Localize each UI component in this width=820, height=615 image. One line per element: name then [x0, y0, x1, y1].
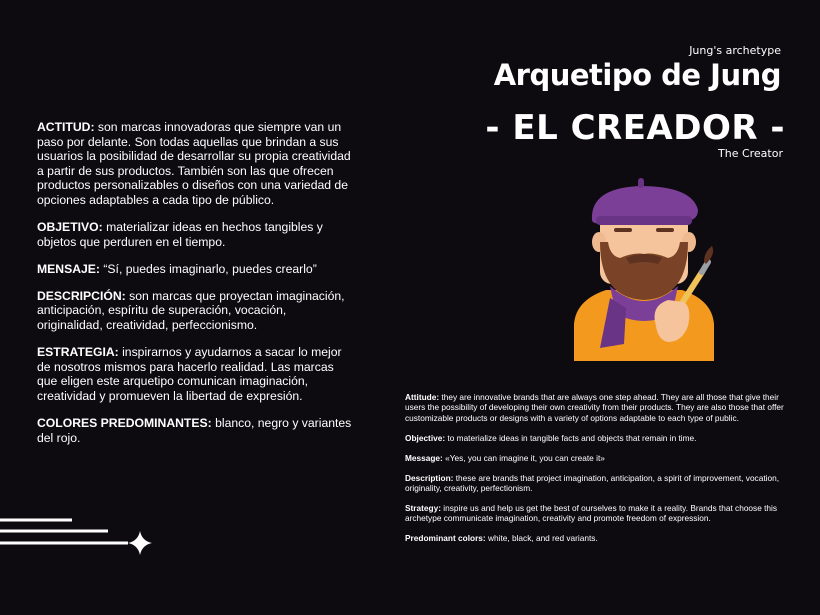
- strategy-paragraph: [405, 503, 785, 524]
- objetivo-paragraph: [37, 220, 355, 249]
- strategy-text: inspire us and help us get the best of ourselves to make it a reality. Brands that choose this archetype communicate imagination, creativity and promote freedom of expression.: [405, 502, 778, 524]
- strategy-label: Strategy:: [405, 502, 441, 513]
- message-label: Message:: [405, 452, 443, 463]
- estrategia-paragraph: [37, 345, 355, 403]
- descripcion-label: DESCRIPCIÓN:: [37, 288, 126, 303]
- actitud-paragraph: [37, 120, 355, 208]
- mensaje-paragraph: [37, 262, 355, 277]
- description-paragraph: [405, 473, 785, 494]
- attitude-paragraph: [405, 392, 785, 423]
- colors-paragraph: [405, 533, 785, 543]
- descripcion-text: son marcas que proyectan imaginación, anticipación, espíritu de superación, vocación, originalidad, creatividad, perfeccionismo.: [37, 288, 345, 333]
- attitude-label: Attitude:: [405, 392, 440, 402]
- english-description: [405, 392, 785, 553]
- actitud-text: son marcas innovadoras que siempre van un paso por delante. Son todas aquellas que brindan a sus usuarios la posibilidad de desarrollar su propia creatividad a partir de sus productos. También son las que ofrecen productos personalizables o diseños con una variedad de opciones adaptables a cada tipo de público.: [37, 120, 351, 207]
- estrategia-text: inspirarnos y ayudarnos a sacar lo mejor de nosotros mismos para hacerlo realidad. Las marcas que eligen este arquetipo comunican imaginación, creatividad y promueven la libertad de expresión.: [37, 345, 342, 403]
- archetype-english-name: The Creator: [718, 147, 783, 160]
- message-paragraph: [405, 453, 785, 463]
- colors-label: Predominant colors:: [405, 533, 486, 544]
- objective-text: to materialize ideas in tangible facts and objects that remain in time.: [445, 432, 697, 443]
- spanish-description: [37, 120, 355, 458]
- estrategia-label: ESTRATEGIA:: [37, 345, 119, 360]
- attitude-text: they are innovative brands that are always one step ahead. They are all those that give their users the possibility of developing their own creativity from their products. They are also those that offer customizable products or designs with a variety of options adaptable to each type of public.: [405, 392, 784, 423]
- descripcion-paragraph: [37, 289, 355, 333]
- colores-text: blanco, negro y variantes del rojo.: [37, 416, 352, 445]
- objective-paragraph: [405, 433, 785, 443]
- colores-label: COLORES PREDOMINANTES:: [37, 416, 212, 430]
- objetivo-text: materializar ideas en hechos tangibles y objetos que perduren en el tiempo.: [37, 220, 323, 249]
- page-title: Arquetipo de Jung: [493, 58, 781, 92]
- message-text: «Yes, you can imagine it, you can create it»: [442, 452, 605, 463]
- colors-text: white, black, and red variants.: [485, 533, 598, 544]
- archetype-subtitle: Jung's archetype: [689, 44, 781, 57]
- artist-painter-icon: [570, 176, 718, 364]
- actitud-label: ACTITUD:: [37, 120, 95, 134]
- description-label: Description:: [405, 472, 454, 483]
- mensaje-text: “Sí, puedes imaginarlo, puedes crearlo”: [99, 261, 317, 276]
- sparkle-icon: [128, 531, 152, 555]
- objective-label: Objective:: [405, 432, 446, 443]
- objetivo-label: OBJETIVO:: [37, 220, 103, 235]
- decorative-lines-star: [0, 512, 160, 562]
- mensaje-label: MENSAJE:: [37, 261, 100, 276]
- description-text: these are brands that project imagination, anticipation, a spirit of improvement, vocation, originality, creativity, perfectionism.: [405, 472, 780, 493]
- archetype-name: - EL CREADOR -: [485, 108, 785, 148]
- colores-paragraph: [37, 416, 355, 445]
